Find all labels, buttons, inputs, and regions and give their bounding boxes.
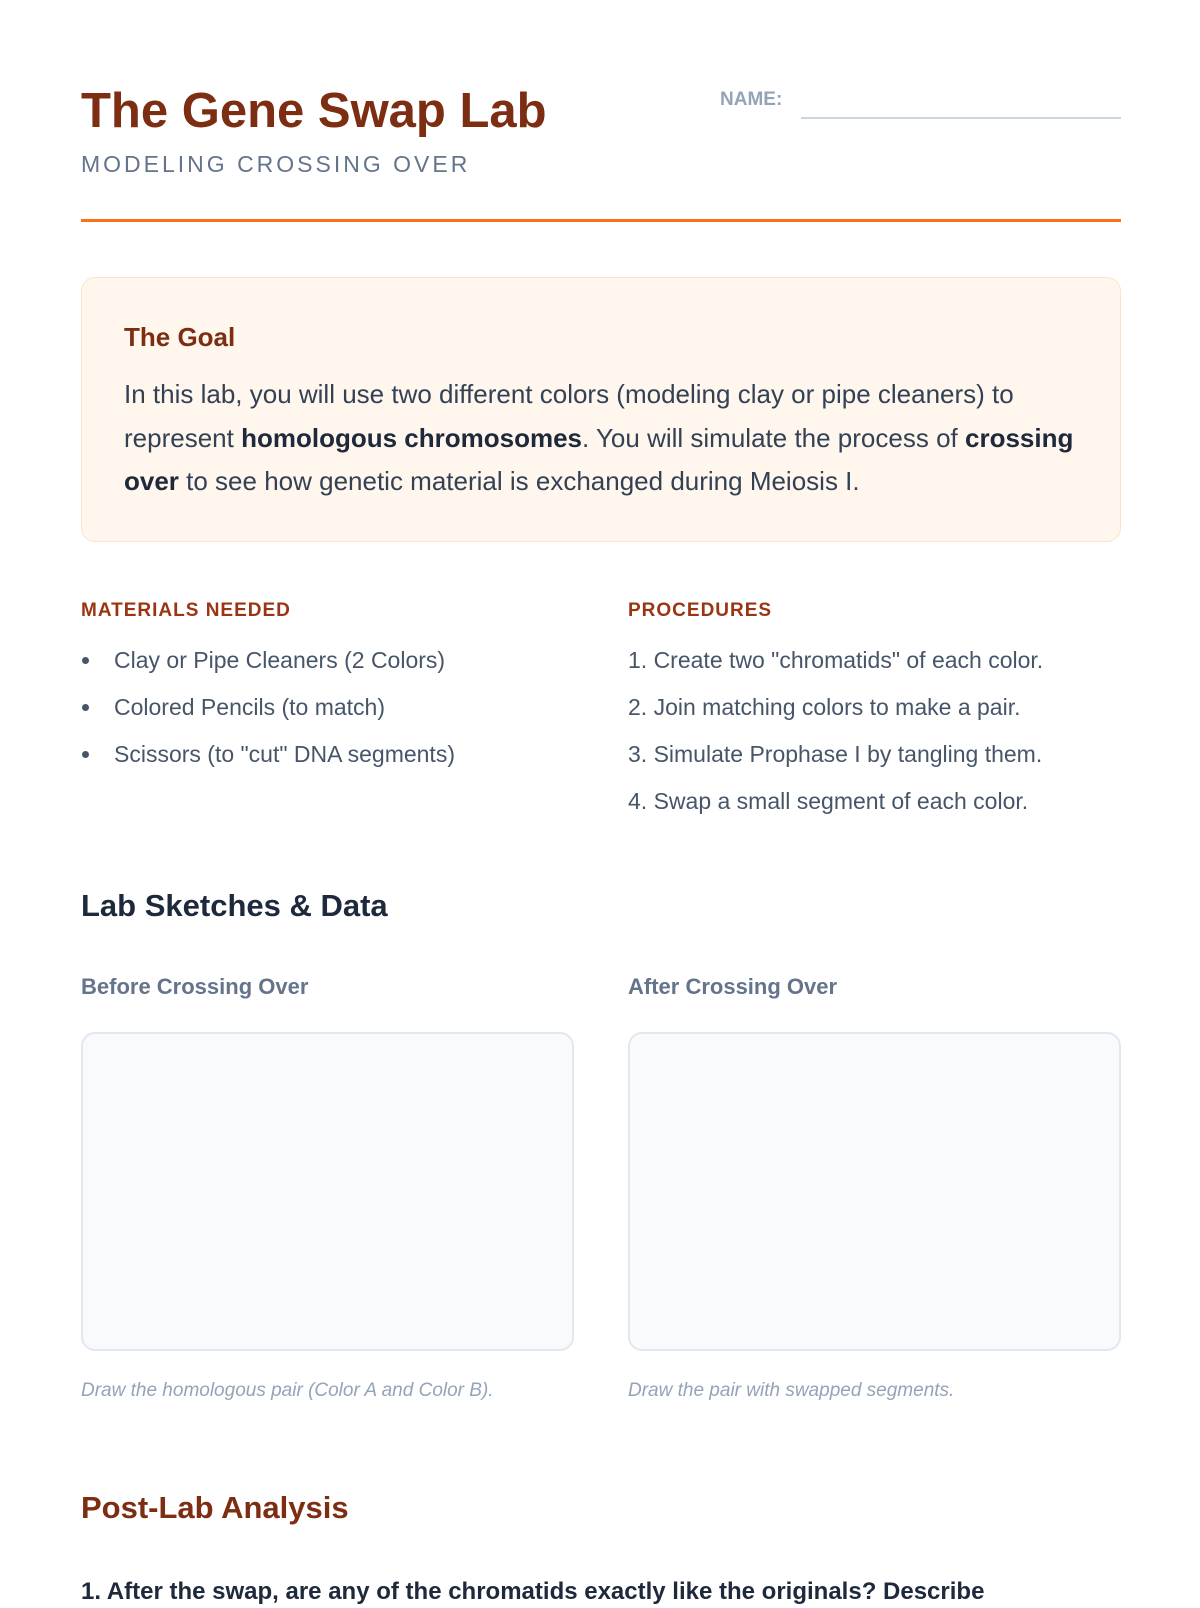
materials-item-text: Scissors (to "cut" DNA segments) — [114, 741, 455, 767]
goal-text-part: . You will simulate the process of — [582, 422, 965, 453]
after-sketch-area[interactable] — [628, 1032, 1121, 1351]
before-sketch-caption: Draw the homologous pair (Color A and Color B). — [81, 1380, 494, 1401]
procedures-list — [628, 640, 1121, 828]
procedure-step: 2. Join matching colors to make a pair. — [628, 694, 1021, 720]
goal-term-homologous: homologous chromosomes — [241, 422, 582, 453]
post-lab-heading: Post-Lab Analysis — [81, 1490, 349, 1525]
materials-item — [81, 734, 601, 781]
name-field-line[interactable] — [801, 117, 1121, 119]
goal-title: The Goal — [124, 322, 236, 352]
name-label: NAME: — [720, 89, 783, 110]
procedure-step: 3. Simulate Prophase I by tangling them. — [628, 741, 1043, 767]
before-sketch-label: Before Crossing Over — [81, 974, 309, 999]
procedure-step: 1. Create two "chromatids" of each color. — [628, 647, 1044, 673]
procedures-heading: PROCEDURES — [628, 600, 773, 621]
after-sketch-label: After Crossing Over — [628, 974, 838, 999]
goal-text-part: In this lab, you will use two different colors (modeling clay or pipe cleaners) to represent — [124, 379, 1014, 453]
materials-item — [81, 640, 601, 687]
materials-item-text: Clay or Pipe Cleaners (2 Colors) — [114, 647, 446, 673]
worksheet-page — [81, 0, 1121, 1605]
goal-text — [124, 373, 1084, 504]
worksheet-title: The Gene Swap Lab — [81, 84, 547, 138]
header-divider — [81, 219, 1121, 222]
materials-heading: MATERIALS NEEDED — [81, 600, 291, 621]
after-sketch-caption: Draw the pair with swapped segments. — [628, 1380, 955, 1401]
before-sketch-area[interactable] — [81, 1032, 574, 1351]
materials-item — [81, 687, 601, 734]
goal-term-crossing-over: crossing over — [124, 422, 1074, 496]
materials-list — [81, 640, 601, 781]
procedure-step: 4. Swap a small segment of each color. — [628, 788, 1029, 814]
worksheet-subtitle: MODELING CROSSING OVER — [81, 151, 471, 177]
goal-box — [81, 277, 1121, 542]
bullet-dot — [82, 751, 89, 758]
bullet-dot — [82, 657, 89, 664]
materials-item-text: Colored Pencils (to match) — [114, 694, 385, 720]
bullet-dot — [82, 704, 89, 711]
analysis-question: 1. After the swap, are any of the chromatids exactly like the originals? Describe — [81, 1578, 985, 1605]
goal-text-part: to see how genetic material is exchanged during Meiosis I. — [178, 466, 860, 496]
sketches-heading: Lab Sketches & Data — [81, 888, 388, 923]
